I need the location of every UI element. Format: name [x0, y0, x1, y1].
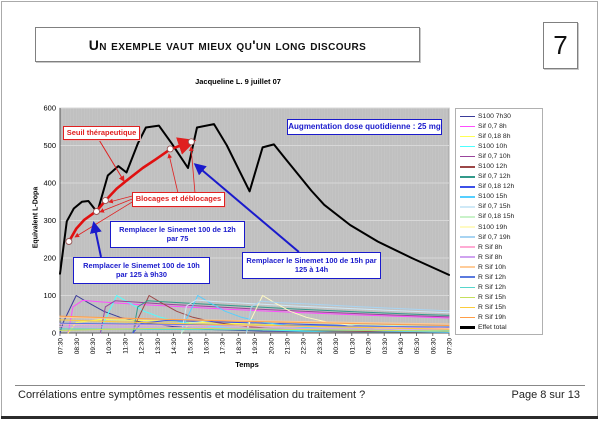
legend-line-swatch [460, 196, 475, 198]
legend-label: Sif 0,7 10h [478, 153, 511, 161]
svg-text:12:30: 12:30 [138, 338, 146, 355]
legend-line-swatch [460, 116, 475, 118]
bottom-edge [1, 416, 598, 419]
legend-line-swatch [460, 246, 475, 248]
legend-label: R Sif 10h [478, 263, 506, 271]
legend-label: S100 19h [478, 223, 508, 231]
svg-text:16:30: 16:30 [203, 338, 211, 355]
legend-label: R Sif 15h [478, 293, 506, 301]
legend-line-swatch [460, 287, 475, 289]
slide-number: 7 [553, 30, 568, 60]
annotation-therapeutic-threshold [63, 126, 140, 140]
svg-text:20:30: 20:30 [268, 338, 276, 355]
legend-label: Sif 0,7 15h [478, 203, 511, 211]
annotation-daily-dose-increase [287, 119, 442, 135]
legend-item [460, 182, 542, 191]
legend-item [460, 142, 542, 151]
legend-label: Sif 0,7 19h [478, 233, 511, 241]
legend-line-swatch [460, 126, 475, 128]
svg-text:09:30: 09:30 [90, 338, 97, 355]
legend-line-swatch [460, 186, 475, 188]
legend-label: S100 15h [478, 193, 508, 201]
annotation-replace-sinemet-12h [110, 221, 245, 248]
legend-line-swatch [460, 317, 475, 319]
svg-text:500: 500 [43, 140, 56, 150]
svg-text:19:30: 19:30 [252, 338, 260, 355]
legend-label: Sif 0,18 15h [478, 213, 515, 221]
chart [28, 75, 573, 380]
footer-question: Corrélations entre symptômes ressentis et modélisation du traitement ? [18, 389, 366, 401]
legend-item [460, 132, 542, 141]
svg-text:04:30: 04:30 [398, 338, 405, 355]
annotation-text: Blocages et déblocages [135, 194, 222, 204]
svg-text:00:30: 00:30 [333, 338, 341, 355]
legend-label: Sif 0,7 12h [478, 173, 511, 181]
svg-text:06:30: 06:30 [430, 338, 438, 355]
svg-text:13:30: 13:30 [154, 338, 162, 355]
legend-item [460, 253, 542, 262]
legend-label: S100 12h [478, 163, 508, 171]
legend-item [460, 243, 542, 252]
svg-text:15:30: 15:30 [187, 338, 195, 355]
legend-line-swatch [460, 146, 475, 148]
svg-text:07:30: 07:30 [57, 338, 65, 355]
legend-line-swatch [460, 226, 475, 228]
annotation-replace-sinemet-15h [242, 252, 381, 279]
slide-number-box [543, 22, 578, 69]
legend-item [460, 273, 542, 282]
legend-item [460, 303, 542, 312]
legend-line-swatch [460, 216, 475, 218]
legend-item [460, 263, 542, 272]
legend-item [460, 313, 542, 322]
footer-page-number: Page 8 sur 13 [511, 389, 580, 401]
legend-line-swatch [460, 166, 475, 168]
svg-text:200: 200 [43, 253, 56, 263]
footer-divider [15, 385, 585, 386]
annotation-text: Remplacer le Sinemet 100 de 15h par 125 à 14h [246, 255, 377, 274]
svg-text:600: 600 [43, 103, 56, 113]
legend-line-swatch [460, 297, 475, 299]
legend-label: R Sif 12h [478, 273, 506, 281]
legend-item [460, 152, 542, 161]
legend-item [460, 323, 542, 332]
legend-label: R Sif 19h [478, 313, 506, 321]
legend-item [460, 122, 542, 131]
svg-text:400: 400 [43, 178, 56, 188]
legend-line-swatch [460, 206, 475, 208]
svg-text:05:30: 05:30 [414, 338, 422, 355]
legend-item [460, 212, 542, 221]
legend-label: Sif 0,18 12h [478, 183, 515, 191]
legend-item [460, 233, 542, 242]
legend-label: S100 7h30 [478, 113, 511, 120]
y-axis-title: Equivalent L-Dopa [32, 186, 40, 249]
annotation-text: Remplacer le Sinemet 100 de 12h par 75 [119, 224, 236, 243]
legend-line-swatch [460, 266, 475, 268]
legend-label: S100 10h [478, 143, 508, 151]
svg-text:07:30: 07:30 [446, 338, 454, 355]
legend-label: Sif 0,18 8h [478, 133, 511, 141]
legend-item [460, 283, 542, 292]
svg-text:11:30: 11:30 [122, 338, 130, 354]
legend-line-swatch [460, 176, 475, 178]
legend-item [460, 112, 542, 121]
annotation-text: Seuil thérapeutique [66, 127, 137, 137]
svg-text:17:30: 17:30 [219, 338, 227, 355]
legend-line-swatch [460, 136, 475, 138]
svg-text:22:30: 22:30 [300, 338, 308, 355]
legend-line-swatch [460, 276, 475, 278]
legend-item [460, 223, 542, 232]
legend-item [460, 192, 542, 201]
slide-title: Un exemple vaut mieux qu'un long discours [88, 36, 367, 53]
legend-line-swatch [460, 326, 475, 328]
svg-text:300: 300 [43, 215, 56, 225]
svg-text:21:30: 21:30 [284, 338, 292, 355]
legend-label: R Sif 15h [478, 303, 506, 311]
legend-label: Sif 0,7 8h [478, 123, 507, 131]
annotation-replace-sinemet-10h [73, 257, 210, 284]
svg-text:18:30: 18:30 [235, 338, 243, 355]
annotation-text: Augmentation dose quotidienne : 25 mg [288, 122, 441, 132]
legend-label: R Sif 8h [478, 243, 503, 251]
legend-line-swatch [460, 307, 475, 309]
legend-label: R Sif 12h [478, 283, 506, 291]
svg-text:01:30: 01:30 [349, 338, 357, 355]
svg-text:100: 100 [43, 290, 56, 300]
slide-title-box [35, 27, 420, 62]
chart-title: Jacqueline L. 9 juillet 07 [195, 77, 281, 86]
chart-legend [455, 108, 543, 335]
svg-text:14:30: 14:30 [171, 338, 179, 355]
svg-text:23:30: 23:30 [316, 338, 324, 355]
legend-item [460, 172, 542, 181]
legend-line-swatch [460, 256, 475, 258]
legend-label: R Sif 8h [478, 253, 503, 261]
svg-text:03:30: 03:30 [381, 338, 389, 355]
legend-label: Effet total [478, 323, 507, 331]
svg-text:0: 0 [51, 328, 56, 338]
x-axis-title: Temps [235, 360, 259, 369]
legend-item [460, 202, 542, 211]
annotation-text: Remplacer le Sinemet 100 de 10h par 125 à 9h30 [83, 260, 200, 279]
svg-text:10:30: 10:30 [106, 338, 114, 355]
legend-item [460, 162, 542, 171]
legend-item [460, 293, 542, 302]
svg-text:02:30: 02:30 [365, 338, 373, 355]
annotation-blockages [132, 192, 225, 207]
svg-text:08:30: 08:30 [73, 338, 81, 355]
legend-line-swatch [460, 236, 475, 238]
legend-line-swatch [460, 156, 475, 158]
